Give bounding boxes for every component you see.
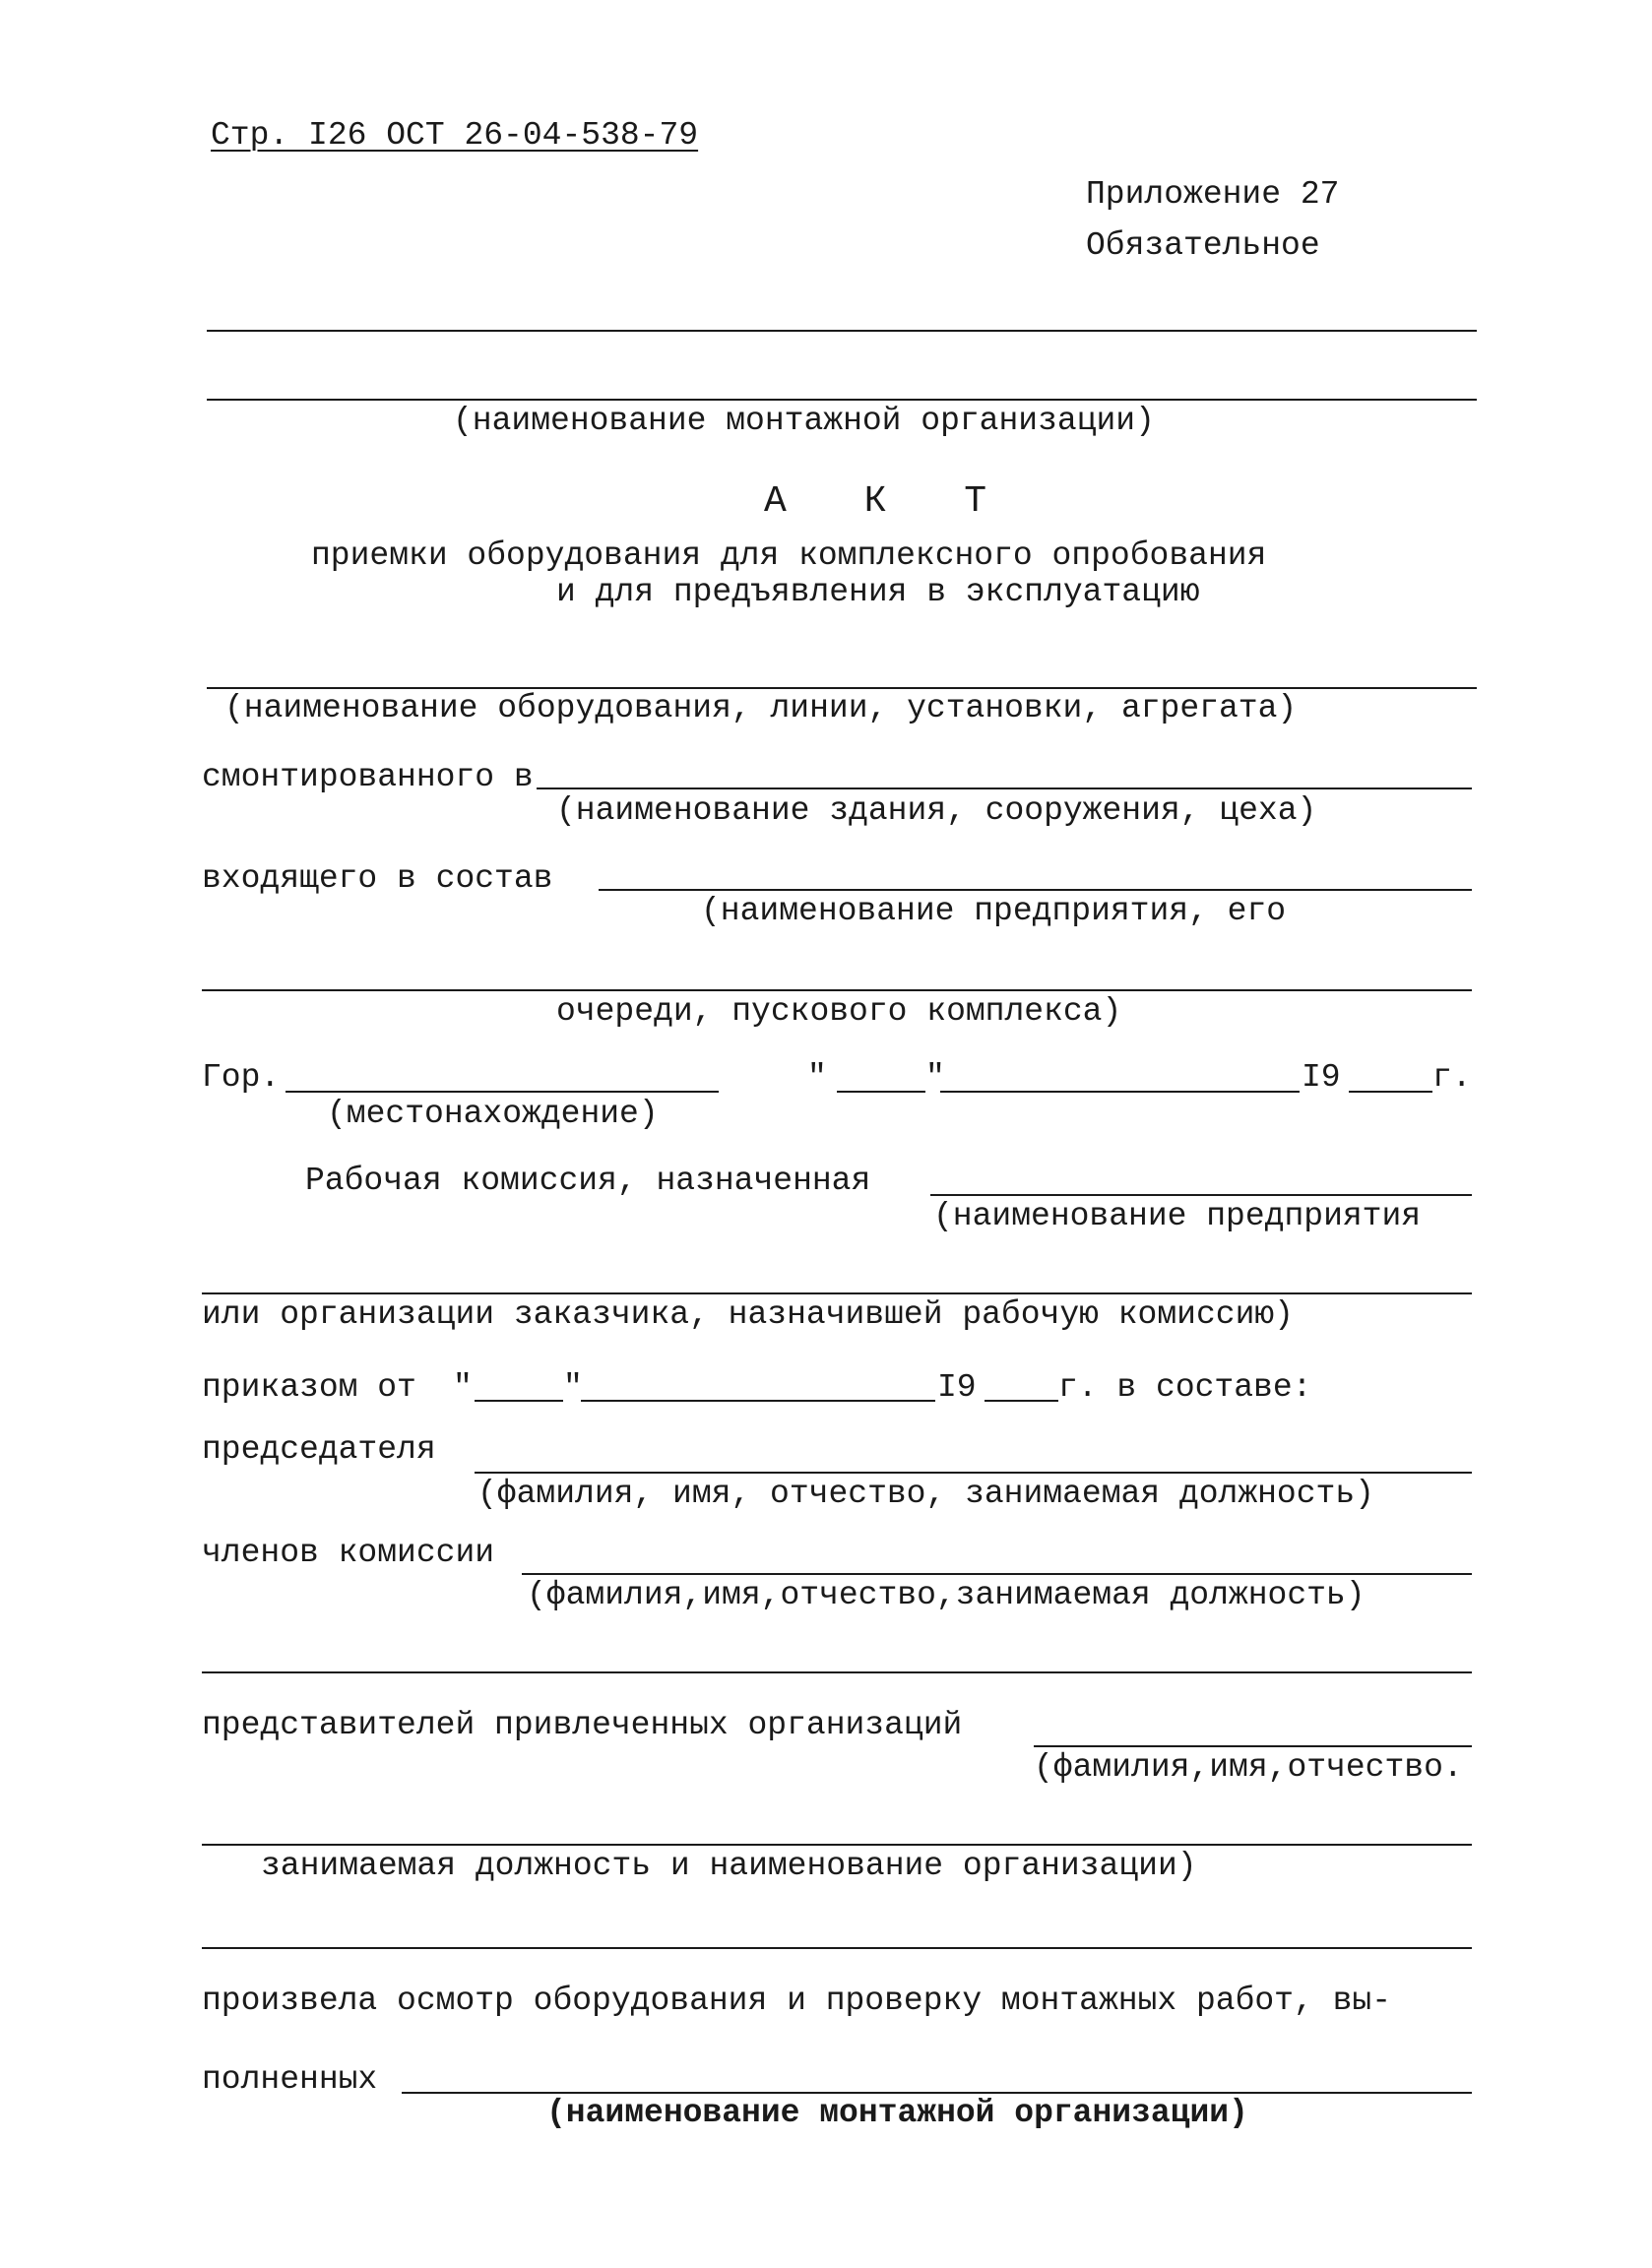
order-month-line[interactable] xyxy=(581,1400,935,1402)
city-line[interactable] xyxy=(286,1091,719,1093)
date-month-line[interactable] xyxy=(940,1091,1300,1093)
inspection-text: произвела осмотр оборудования и проверку монтажных работ, вы- xyxy=(202,1983,1391,2019)
enterprise-caption-1: (наименование предприятия, его xyxy=(701,893,1287,929)
enterprise-caption-2: очереди, пускового комплекса) xyxy=(556,993,1122,1030)
representatives-label: представителей привлеченных организаций xyxy=(202,1707,963,1743)
org-name-line-2[interactable] xyxy=(207,399,1477,401)
commission-label: Рабочая комиссия, назначенная xyxy=(305,1163,871,1199)
members-label: членов комиссии xyxy=(202,1535,495,1571)
commission-caption-2: или организации заказчика, назначившей рабочую комиссию) xyxy=(202,1296,1294,1333)
date-year-prefix: I9 xyxy=(1302,1059,1341,1096)
mounted-label: смонтированного в xyxy=(202,759,534,795)
order-quote-open: " xyxy=(453,1369,473,1406)
chairman-label: председателя xyxy=(202,1431,436,1468)
building-caption: (наименование здания, сооружения, цеха) xyxy=(556,792,1317,829)
order-label: приказом от xyxy=(202,1369,416,1406)
commission-org-line[interactable] xyxy=(930,1194,1472,1196)
representatives-line-2[interactable] xyxy=(202,1844,1472,1846)
appendix-status: Обязательное xyxy=(1086,227,1320,264)
act-title: А К Т xyxy=(764,480,1015,523)
representatives-caption-1: (фамилия,имя,отчество. xyxy=(1034,1749,1463,1786)
act-subtitle-line1: приемки оборудования для комплексного опробования xyxy=(311,537,1267,574)
page-reference: Стр. I26 ОСТ 26-04-538-79 xyxy=(211,117,699,154)
performed-label: полненных xyxy=(202,2061,378,2098)
building-name-line[interactable] xyxy=(537,788,1472,789)
representatives-line[interactable] xyxy=(1034,1745,1472,1747)
commission-org-line-2[interactable] xyxy=(202,1292,1472,1294)
order-day-line[interactable] xyxy=(475,1400,563,1402)
enterprise-name-line[interactable] xyxy=(599,889,1472,891)
org-name-caption: (наименование монтажной организации) xyxy=(453,403,1155,439)
order-year-prefix: I9 xyxy=(937,1369,977,1406)
order-suffix: г. в составе: xyxy=(1058,1369,1312,1406)
appendix-number: Приложение 27 xyxy=(1086,176,1340,213)
members-caption: (фамилия,имя,отчество,занимаемая должность) xyxy=(527,1577,1366,1613)
date-year-line[interactable] xyxy=(1349,1091,1432,1093)
members-line-2[interactable] xyxy=(202,1671,1472,1673)
order-year-line[interactable] xyxy=(985,1400,1058,1402)
included-label: входящего в состав xyxy=(202,860,553,897)
commission-caption-1: (наименование предприятия xyxy=(933,1198,1422,1234)
members-line[interactable] xyxy=(522,1573,1472,1575)
location-caption: (местонахождение) xyxy=(327,1096,659,1132)
chairman-caption: (фамилия, имя, отчество, занимаемая должность) xyxy=(477,1476,1374,1512)
date-day-line[interactable] xyxy=(837,1091,925,1093)
city-label: Гор. xyxy=(202,1059,281,1096)
date-year-suffix: г. xyxy=(1432,1059,1472,1096)
equipment-caption: (наименование оборудования, линии, установки, агрегата) xyxy=(224,690,1298,726)
date-quote-close: " xyxy=(925,1059,945,1096)
order-quote-close: " xyxy=(563,1369,583,1406)
act-subtitle-line2: и для предъявления в эксплуатацию xyxy=(556,574,1200,610)
date-quote-open: " xyxy=(807,1059,827,1096)
org-name-line-1[interactable] xyxy=(207,330,1477,332)
installer-caption: (наименование монтажной организации) xyxy=(546,2095,1248,2131)
representatives-line-3[interactable] xyxy=(202,1947,1472,1949)
representatives-caption-2: занимаемая должность и наименование организации) xyxy=(261,1848,1197,1884)
enterprise-name-line-2[interactable] xyxy=(202,989,1472,991)
chairman-line[interactable] xyxy=(475,1472,1472,1474)
